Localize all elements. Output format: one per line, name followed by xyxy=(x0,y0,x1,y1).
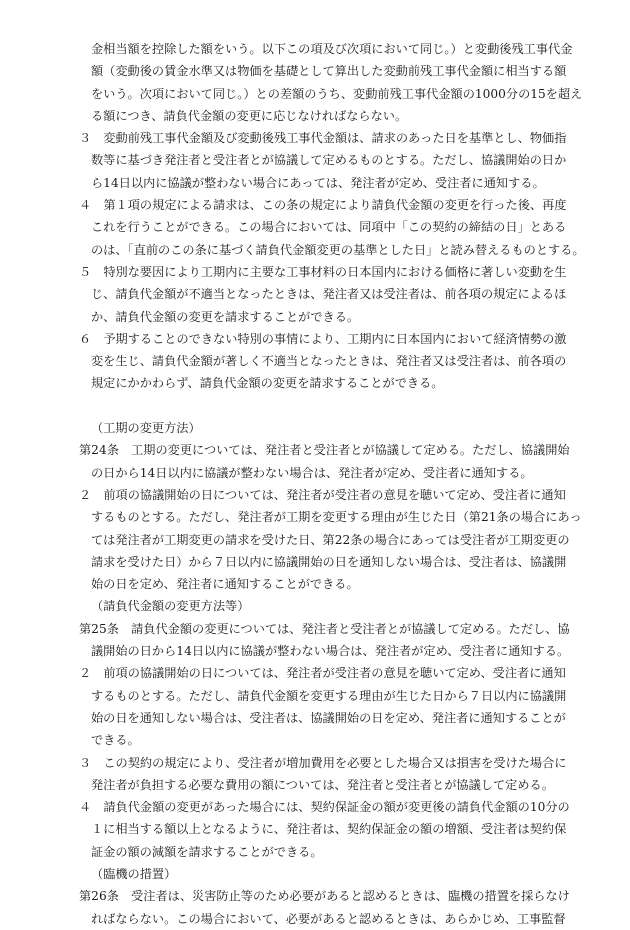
text-line: ればならない。この場合において、必要があると認めるときは、あらかじめ、工事監督 xyxy=(91,911,566,926)
text-line: 始の日を定め、発注者に通知することができる。 xyxy=(91,577,359,592)
text-line: 第26条 受注者は、災害防止等のため必要があると認めるときは、臨機の措置を採らなけ xyxy=(79,889,570,904)
text-line: 始の日を通知しない場合は、受注者は、協議開始の日を定め、発注者に通知することが xyxy=(91,710,566,725)
text-line: 請求を受けた日）から７日以内に協議開始の日を通知しない場合は、受注者は、協議開 xyxy=(91,554,567,569)
text-line: 発注者が負担する必要な費用の額については、発注者と受注者とが協議して定める。 xyxy=(91,777,554,792)
text-line: ３ この契約の規定により、受注者が増加費用を必要とした場合又は損害を受けた場合に xyxy=(79,755,567,770)
text-line: 第24条 工期の変更については、発注者と受注者とが協議して定める。ただし、協議開始 xyxy=(79,443,570,458)
section-caption: （臨機の措置） xyxy=(91,866,177,881)
text-line: ２ 前項の協議開始の日については、発注者が受注者の意見を聴いて定め、受注者に通知 xyxy=(79,666,566,681)
text-line: ら14日以内に協議が整わない場合にあっては、発注者が定め、受注者に通知する。 xyxy=(91,175,545,190)
text-line: 証金の額の減額を請求することができる。 xyxy=(91,844,323,859)
section-caption: （請負代金額の変更方法等） xyxy=(91,599,250,614)
text-line: 数等に基づき発注者と受注者とが協議して定めるものとする。ただし、協議開始の日か xyxy=(91,153,567,168)
text-line: 金相当額を控除した額をいう。以下この項及び次項において同じ。）と変動後残工事代金 xyxy=(91,42,573,56)
text-line: １に相当する額以上となるように、発注者は、契約保証金の額の増額、受注者は契約保 xyxy=(91,822,567,837)
text-line: をいう。次項において同じ。）との差額のうち、変動前残工事代金額の1000分の15を超え xyxy=(91,86,583,101)
text-line: ては発注者が工期変更の請求を受けた日、第22条の場合にあっては受注者が工期変更の xyxy=(91,532,570,547)
text-line: か、請負代金額の変更を請求することができる。 xyxy=(91,309,360,324)
text-line: じ、請負代金額が不適当となったときは、発注者又は受注者は、前各項の規定によるほ xyxy=(91,287,567,302)
blank-line xyxy=(0,395,630,417)
text-line: 第25条 請負代金額の変更については、発注者と受注者とが協議して定める。ただし、協 xyxy=(79,621,570,636)
text-line: ２ 前項の協議開始の日については、発注者が受注者の意見を聴いて定め、受注者に通知 xyxy=(79,487,566,502)
text-line: するものとする。ただし、発注者が工期を変更する理由が生じた日（第21条の場合にあっ xyxy=(91,510,582,525)
text-line: 規定にかかわらず、請負代金額の変更を請求することができる。 xyxy=(91,376,444,391)
text-line: ５ 特別な要因により工期内に主要な工事材料の日本国内における価格に著しい変動を生 xyxy=(79,264,567,279)
text-line: 議開始の日から14日以内に協議が整わない場合は、発注者が定め、受注者に通知する。 xyxy=(91,644,570,659)
text-line: 変を生じ、請負代金額が著しく不適当となったときは、発注者又は受注者は、前各項の xyxy=(91,354,567,369)
text-line: ４ 請負代金額の変更があった場合には、契約保証金の額が変更後の請負代金額の10分の xyxy=(79,800,570,815)
text-line: の日から14日以内に協議が整わない場合は、発注者が定め、受注者に通知する。 xyxy=(91,465,533,480)
section-caption: （工期の変更方法） xyxy=(91,421,201,436)
document-body xyxy=(0,38,630,930)
text-line: 額（変動後の賃金水準又は物価を基礎として算出した変動前残工事代金額に相当する額 xyxy=(91,64,567,79)
text-line: するものとする。ただし、請負代金額を変更する理由が生じた日から７日以内に協議開 xyxy=(91,688,567,703)
text-line: これを行うことができる。この場合においては、同項中「この契約の締結の日」とある xyxy=(91,220,567,235)
text-line: ３ 変動前残工事代金額及び変動後残工事代金額は、請求のあった日を基準とし、物価指 xyxy=(79,131,567,146)
text-line: ４ 第１項の規定による請求は、この条の規定により請負代金額の変更を行った後、再度 xyxy=(79,198,567,213)
text-line: ６ 予期することのできない特別の事情により、工期内に日本国内において経済情勢の激 xyxy=(79,331,567,346)
text-line: のは、「直前のこの条に基づく請負代金額変更の基準とした日」と読み替えるものとする。 xyxy=(91,242,585,257)
text-line: る額につき、請負代金額の変更に応じなければならない。 xyxy=(91,108,408,123)
text-line: できる。 xyxy=(91,733,140,748)
